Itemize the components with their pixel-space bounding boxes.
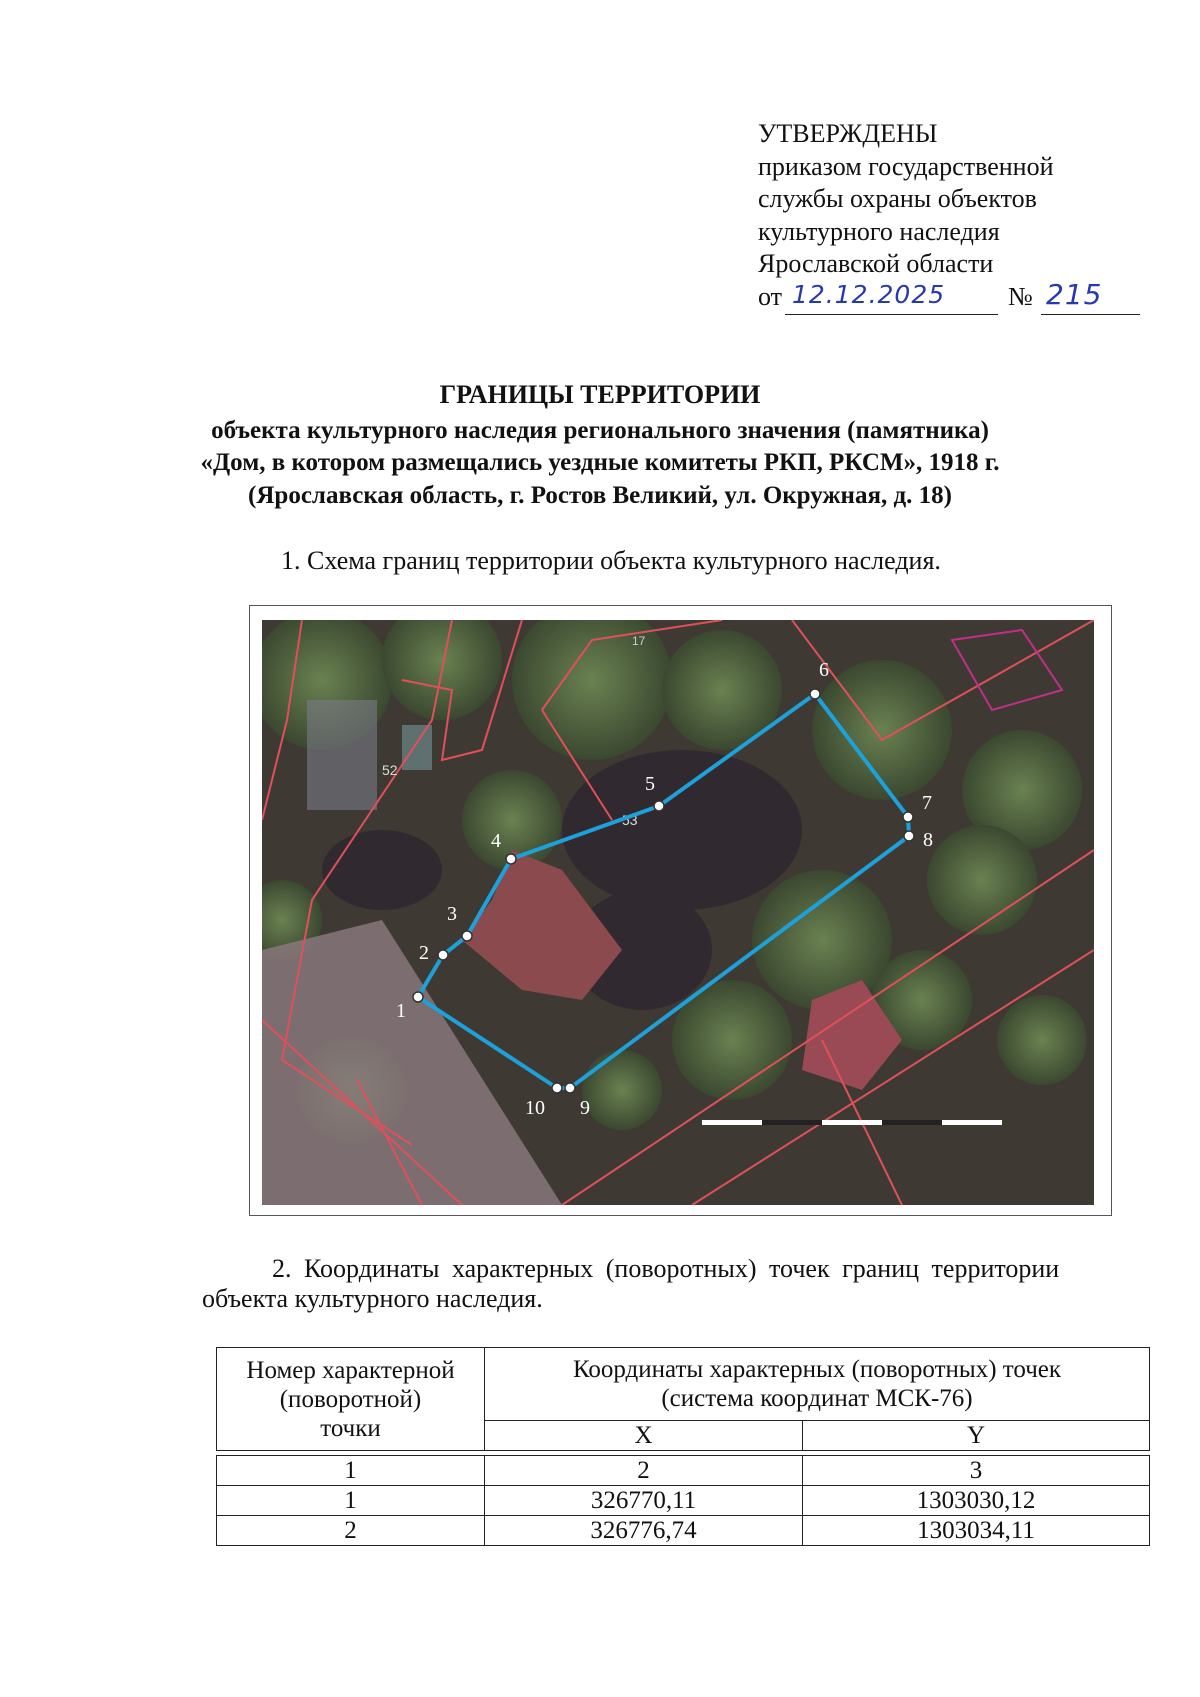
point-cell: 2 — [217, 1516, 485, 1546]
boundary-point-marker — [810, 689, 820, 699]
header-text: Координаты характерных (поворотных) точек — [572, 1356, 1062, 1383]
header-text: (поворотной) — [279, 1385, 422, 1413]
boundary-point-marker — [654, 801, 664, 811]
header-text: Номер характерной — [246, 1356, 455, 1384]
boundary-point-marker — [904, 831, 914, 841]
boundary-point-label: 6 — [819, 659, 829, 681]
shed — [402, 725, 432, 770]
boundary-point-label: 2 — [419, 942, 429, 964]
numbering-cell: 1 — [217, 1456, 485, 1486]
boundary-point-label: 3 — [447, 903, 457, 925]
boundary-scheme-map — [262, 620, 1094, 1205]
scale-bar — [702, 1120, 1002, 1125]
x-cell: 326776,74 — [485, 1516, 803, 1546]
boundary-point-label: 9 — [580, 1097, 590, 1119]
section-2-heading-cont: объекта культурного наследия. — [202, 1284, 543, 1313]
numbering-row — [217, 1456, 1150, 1486]
header-text: точки — [320, 1414, 381, 1442]
document-title: ГРАНИЦЫ ТЕРРИТОРИИ — [439, 380, 761, 409]
date-prefix: от — [758, 282, 783, 311]
approval-line: культурного наследия — [758, 217, 1000, 246]
approval-line: службы охраны объектов — [758, 184, 1037, 213]
numbering-cell: 2 — [485, 1456, 803, 1486]
boundary-point-label: 4 — [491, 830, 501, 852]
approval-line: приказом государственной — [758, 152, 1054, 181]
boundary-point-label: 5 — [645, 773, 655, 795]
parcel-label: 17 — [632, 634, 646, 648]
header-text: (система координат МСК-76) — [661, 1385, 973, 1412]
header-y: Y — [803, 1421, 1150, 1451]
table-row — [217, 1516, 1150, 1546]
header-x: X — [485, 1421, 803, 1451]
title-line: «Дом, в котором размещались уездные комитеты РКП, РКСМ», 1918 г. — [200, 449, 1000, 476]
order-date: 12.12.2025 — [792, 280, 946, 309]
approval-line: Ярославской области — [758, 249, 994, 278]
parcel-label: 53 — [622, 812, 638, 828]
neighbor-building — [307, 700, 377, 810]
title-line: объекта культурного наследия регионального значения (памятника) — [211, 417, 989, 444]
boundary-point-marker — [565, 1083, 575, 1093]
point-cell: 1 — [217, 1486, 485, 1516]
numbering-cell: 3 — [803, 1456, 1150, 1486]
y-cell: 1303034,11 — [803, 1516, 1150, 1546]
boundary-point-marker — [413, 992, 423, 1002]
boundary-point-label: 7 — [922, 792, 932, 814]
date-underline — [785, 314, 998, 315]
section-1-heading: 1. Схема границ территории объекта культурного наследия. — [281, 546, 941, 575]
boundary-point-marker — [438, 950, 448, 960]
boundary-point-marker — [552, 1083, 562, 1093]
boundary-point-label: 1 — [396, 1000, 406, 1022]
boundary-point-marker — [903, 812, 913, 822]
order-number: 215 — [1046, 278, 1103, 311]
number-prefix: № — [1008, 282, 1033, 311]
parcel-label: 52 — [382, 762, 398, 778]
coordinates-table — [216, 1347, 1150, 1546]
header-point-number — [217, 1348, 485, 1451]
y-cell: 1303030,12 — [803, 1486, 1150, 1516]
boundary-point-marker — [506, 854, 516, 864]
section-2-heading: 2. Координаты характерных (поворотных) точек границ территории — [272, 1254, 1060, 1283]
approval-heading: УТВЕРЖДЕНЫ — [758, 119, 938, 148]
table-row — [217, 1486, 1150, 1516]
boundary-point-label: 8 — [923, 829, 933, 851]
boundary-point-label: 10 — [525, 1097, 545, 1119]
number-underline — [1041, 314, 1140, 315]
boundary-point-marker — [462, 931, 472, 941]
header-coordinates — [485, 1348, 1150, 1421]
x-cell: 326770,11 — [485, 1486, 803, 1516]
title-line: (Ярославская область, г. Ростов Великий, ул. Окружная, д. 18) — [248, 482, 952, 509]
